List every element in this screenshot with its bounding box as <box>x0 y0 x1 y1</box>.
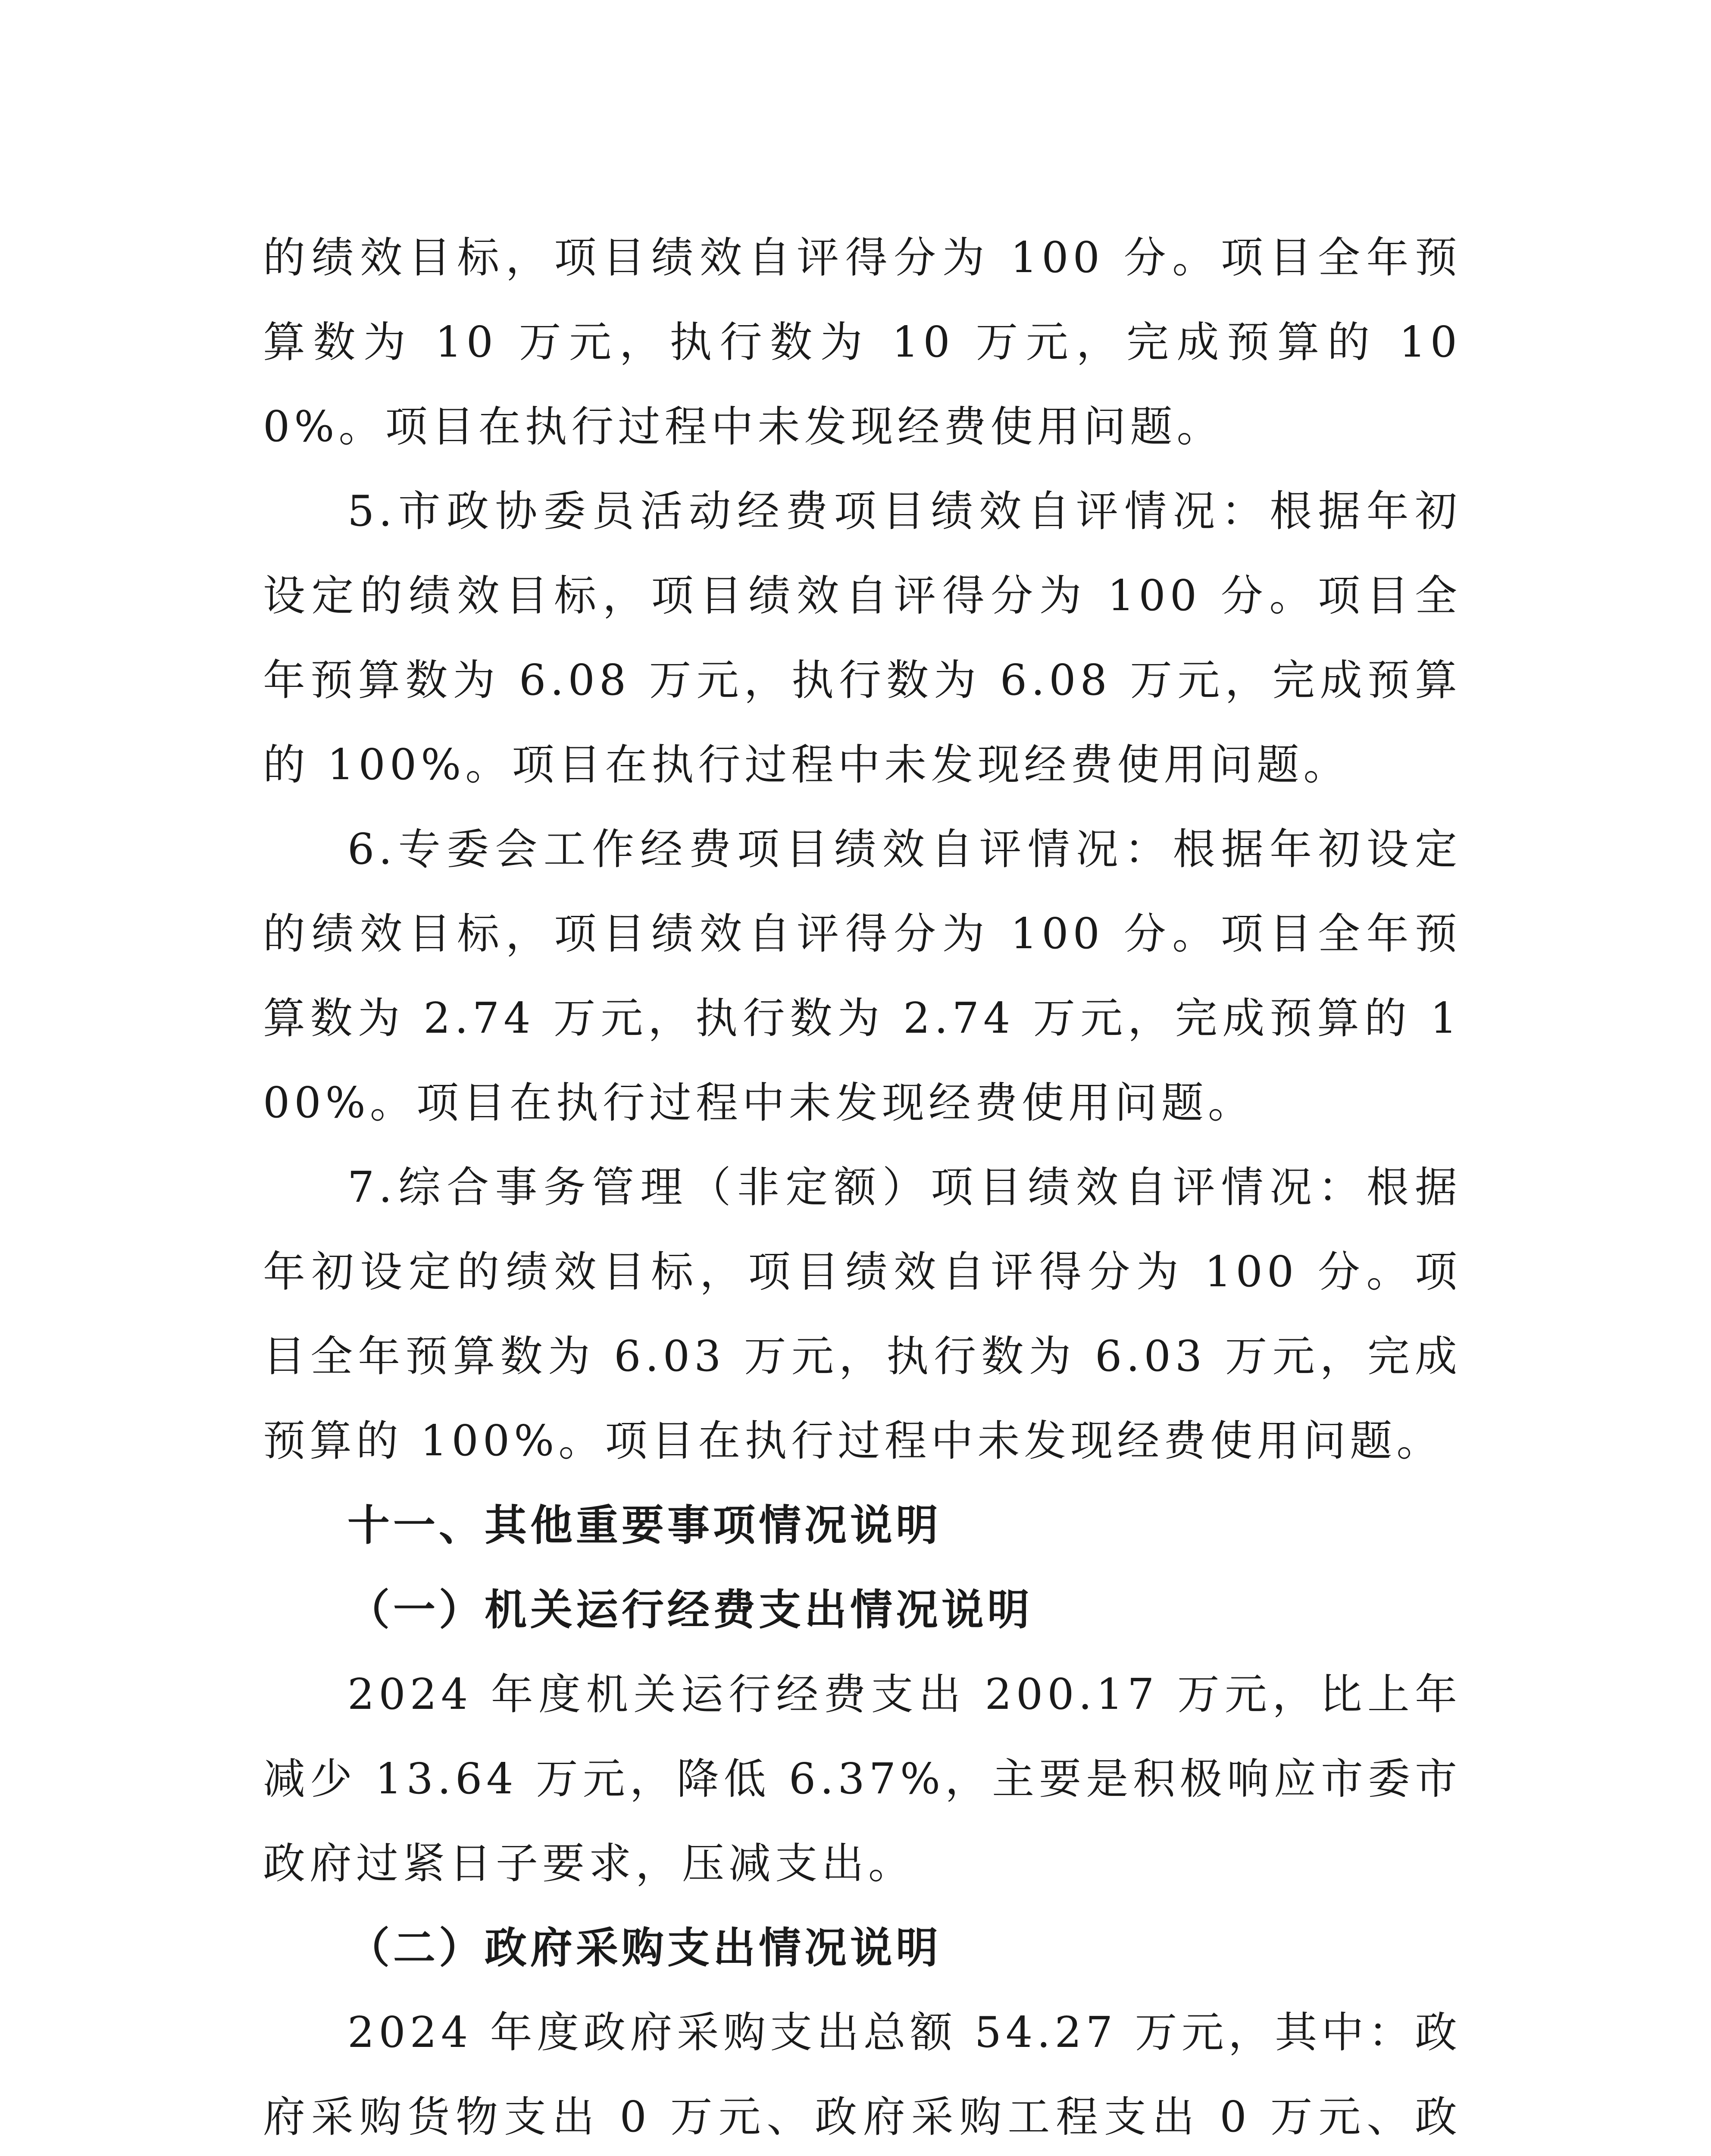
paragraph-item-7: 7.综合事务管理（非定额）项目绩效自评情况：根据年初设定的绩效目标，项目绩效自评得分为 100 分。项目全年预算数为 6.03 万元，执行数为 6.03 万元，完成预算的 100%。项目在执行过程中未发现经费使用问题。 <box>263 1163 1461 1466</box>
paragraph-item-6: 6.专委会工作经费项目绩效自评情况：根据年初设定的绩效目标，项目绩效自评得分为 100 分。项目全年预算数为 2.74 万元，执行数为 2.74 万元，完成预算的 100%。项目在执行过程中未发现经费使用问题。 <box>263 825 1461 1128</box>
subsection-heading-2: （二）政府采购支出情况说明 <box>347 1924 942 1973</box>
section-heading: 十一、其他重要事项情况说明 <box>347 1501 942 1550</box>
paragraph-procurement: 2024 年度政府采购支出总额 54.27 万元，其中：政府采购货物支出 0 万元、政府采购工程支出 0 万元、政 <box>263 2008 1461 2142</box>
paragraph-operating-expenses: 2024 年度机关运行经费支出 200.17 万元，比上年减少 13.64 万元，降低 6.37%，主要是积极响应市委市政府过紧日子要求，压减支出。 <box>263 1670 1461 1888</box>
paragraph-item-5: 5.市政协委员活动经费项目绩效自评情况：根据年初设定的绩效目标，项目绩效自评得分为 100 分。项目全年预算数为 6.08 万元，执行数为 6.08 万元，完成预算的 100%。项目在执行过程中未发现经费使用问题。 <box>263 487 1461 790</box>
body-text <box>263 216 1461 2156</box>
paragraph-continued: 的绩效目标，项目绩效自评得分为 100 分。项目全年预算数为 10 万元，执行数为 10 万元，完成预算的 100%。项目在执行过程中未发现经费使用问题。 <box>263 233 1461 451</box>
subsection-heading-1: （一）机关运行经费支出情况说明 <box>347 1586 1033 1635</box>
